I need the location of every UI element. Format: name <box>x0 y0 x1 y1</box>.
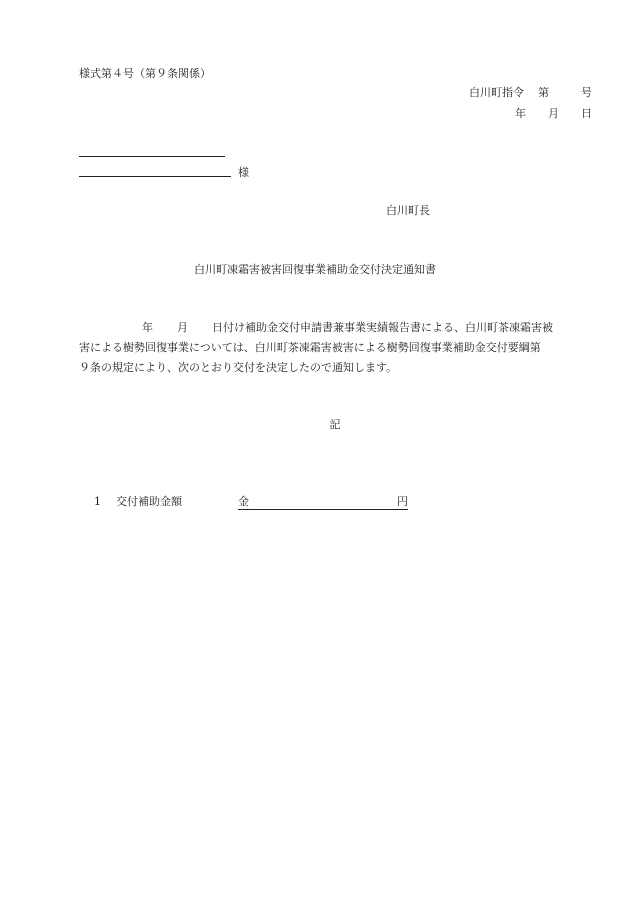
reference-issuer: 白川町指令 <box>469 86 524 99</box>
note-mark: 記 <box>329 418 341 431</box>
issue-date-line <box>515 107 592 121</box>
item-label: 交付補助金額 <box>116 495 182 508</box>
body-line-2: 害による樹勢回復事業については、白川町茶凍霜害被害による樹勢回復事業補助金交付要綱第 <box>79 341 541 354</box>
form-number: 様式第４号（第９条関係） <box>79 67 211 80</box>
amount-unit: 円 <box>397 495 408 508</box>
document-title: 白川町凍霜害被害回復事業補助金交付決定通知書 <box>194 263 436 276</box>
reference-number-line <box>469 86 592 100</box>
reference-dai: 第 <box>538 86 549 99</box>
body-line-1 <box>79 318 600 338</box>
addressee-honorific: 様 <box>238 166 249 179</box>
date-month-label: 月 <box>548 107 559 120</box>
body-line-3: ９条の規定により、次のとおり交付を決定したので通知します。 <box>79 361 398 374</box>
reference-go: 号 <box>581 86 592 99</box>
date-year-label: 年 <box>515 107 526 120</box>
amount-prefix: 金 <box>238 495 249 508</box>
body-year-label: 年 <box>142 321 153 334</box>
sender-name: 白川町長 <box>386 204 430 217</box>
subsidy-amount-field[interactable] <box>238 495 408 510</box>
date-day-label: 日 <box>581 107 592 120</box>
item-number: 1 <box>94 495 101 508</box>
addressee-name-line <box>79 176 231 177</box>
body-paragraph <box>79 318 600 378</box>
addressee-address-line <box>79 156 225 157</box>
body-line-1-text: 日付け補助金交付申請書兼事業実績報告書による、白川町茶凍霜害被 <box>212 321 553 334</box>
body-month-label: 月 <box>177 321 188 334</box>
